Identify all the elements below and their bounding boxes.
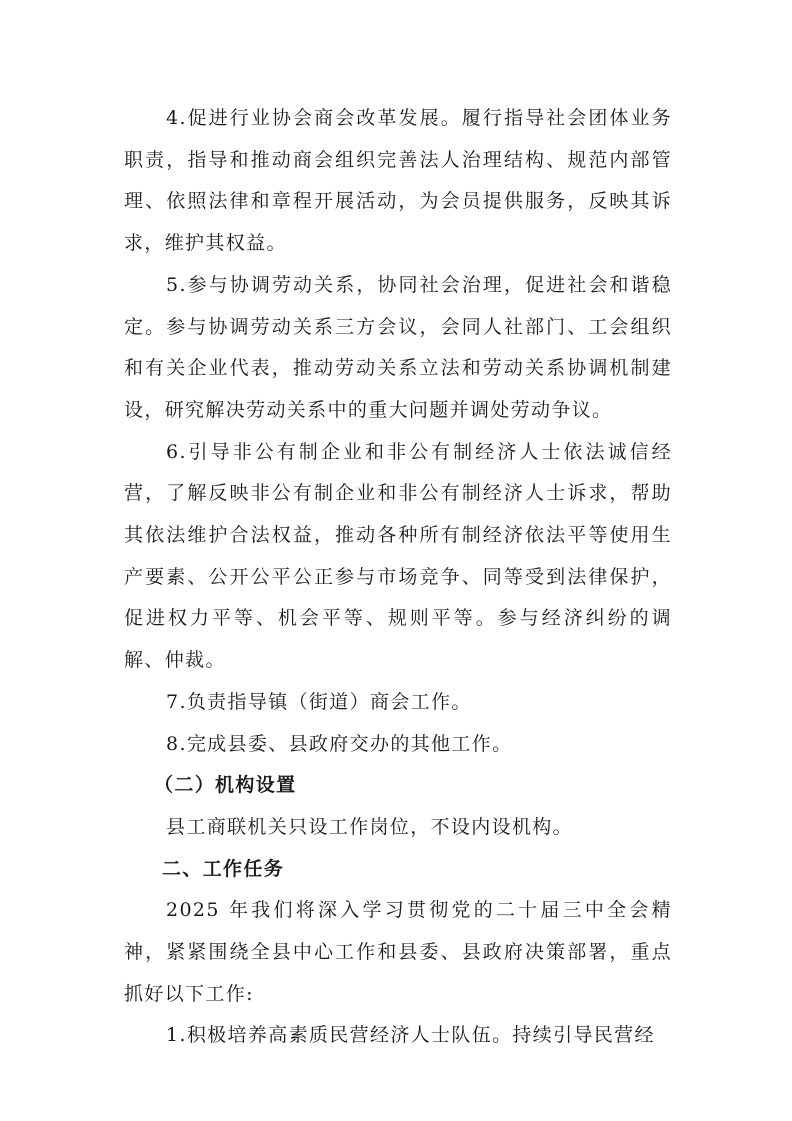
paragraph-task-1: 1.积极培养高素质民营经济人士队伍。持续引导民营经 <box>166 1024 655 1047</box>
paragraph-org-setup: 县工商联机关只设工作岗位，不设内设机构。 <box>166 815 574 838</box>
section-heading-org-setup: （二）机构设置 <box>154 774 297 797</box>
paragraph-tasks-intro: 2025 年我们将深入学习贯彻党的二十届三中全会精神，紧紧围绕全县中心工作和县委、县政府决策部署，重点抓好以下工作: <box>124 899 672 1005</box>
paragraph-item-5: 5.参与协调劳动关系，协同社会治理，促进社会和谐稳定。参与协调劳动关系三方会议，会同人社部门、工会组织和有关企业代表，推动劳动关系立法和劳动关系协调机制建设，研究解决劳动关系中的重大问题并调处劳动争议。 <box>124 273 672 421</box>
document-body <box>124 98 672 1057</box>
paragraph-item-6: 6.引导非公有制企业和非公有制经济人士依法诚信经营，了解反映非公有制企业和非公有制经济人士诉求，帮助其依法维护合法权益，推动各种所有制经济依法平等使用生产要素、公开公平公正参与市场竞争、同等受到法律保护，促进权力平等、机会平等、规则平等。参与经济纠纷的调解、仲裁。 <box>124 440 672 672</box>
paragraph-item-8: 8.完成县委、县政府交办的其他工作。 <box>166 732 513 755</box>
section-heading-work-tasks: 二、工作任务 <box>162 857 285 880</box>
paragraph-item-7: 7.负责指导镇（街道）商会工作。 <box>166 690 472 713</box>
paragraph-item-4: 4.促进行业协会商会改革发展。履行指导社会团体业务职责，指导和推动商会组织完善法人治理结构、规范内部管理、依照法律和章程开展活动，为会员提供服务，反映其诉求，维护其权益。 <box>124 107 672 255</box>
